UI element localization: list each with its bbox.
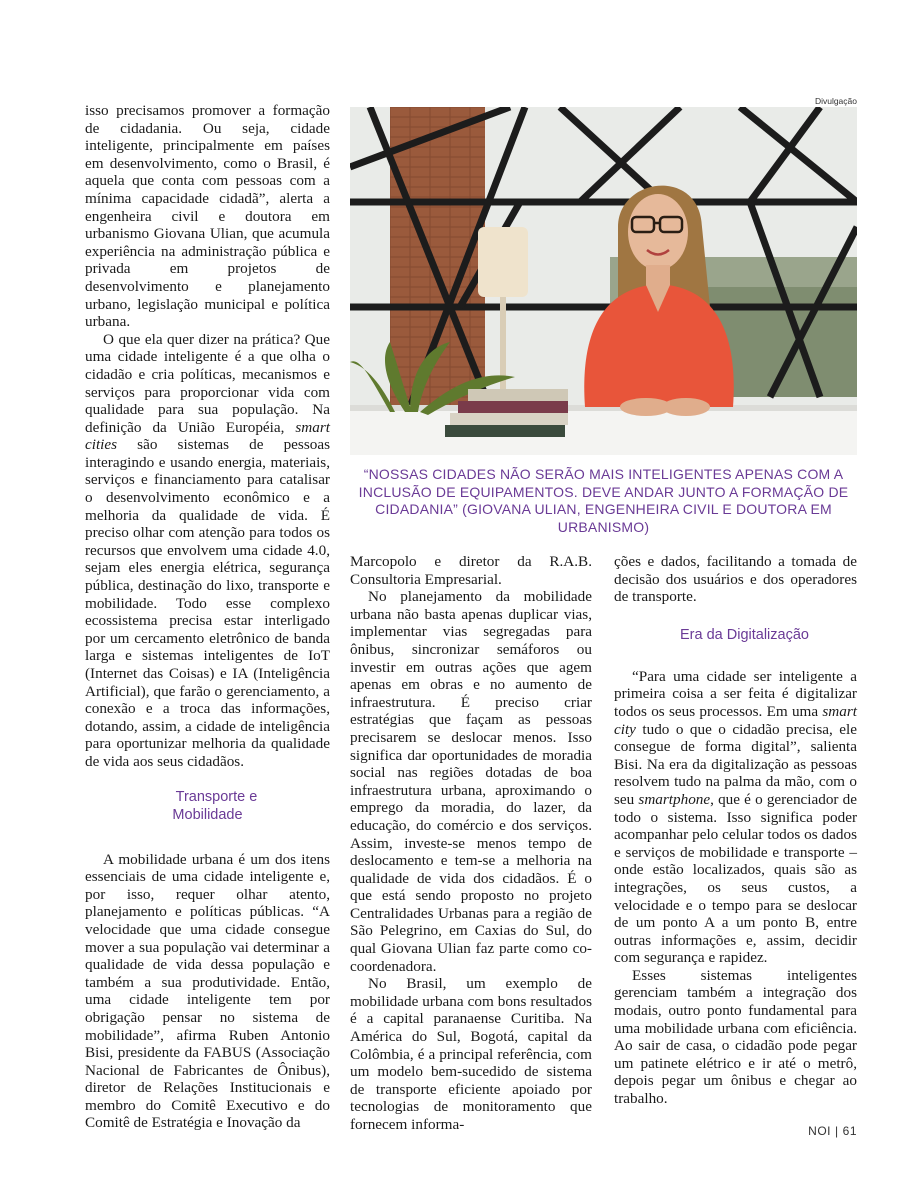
section-heading-transporte: Transporte e Mobilidade [172, 788, 258, 823]
page-number: 61 [842, 1124, 857, 1138]
portrait-illustration [350, 107, 857, 455]
article-column-3 [614, 553, 857, 1108]
photo-caption: “NOSSAS CIDADES NÃO SERÃO MAIS INTELIGENTES APENAS COM A INCLUSÃO DE EQUIPAMENTOS. DEVE ANDAR JUNTO A FORMAÇÃO DE CIDADANIA” (GIOVANA ULIAN, ENGENHEIRA CIVIL E DOUTORA EM URBANISMO) [358, 466, 849, 535]
paragraph: isso precisamos promover a formação de cidadania. Ou seja, cidade inteligente, principalmente em países em desenvolvimento, como o Brasil, é aquela que conta com pessoas com a mínima capacidade cidadã”, alerta a engenheira civil e doutora em urbanismo Giovana Ulian, que acumula experiência na administração pública e privada em projetos de desenvolvimento e planejamento urbano, legislação municipal e política urbana. [85, 102, 330, 331]
paragraph: O que ela quer dizer na prática? Que uma cidade inteligente é a que olha o cidadão e cria políticas, mecanismos e serviços para proporcionar vida com qualidade para sua população. Na definição da União Européia, smart cities são sistemas de pessoas interagindo e usando energia, materiais, serviços e financiamento para catalisar o desenvolvimento econômico e a melhoria da qualidade de vida. É preciso olhar com atenção para todos os recursos que envolvem uma cidade 4.0, sejam eles energia elétrica, segurança pública, destinação do lixo, transporte e mobilidade. Todo esse complexo ecossistema precisa estar interligado por um cercamento eletrônico de banda larga e sistemas inteligentes de IoT (Internet das Coisas) e IA (Inteligência Artificial), que farão o gerenciamento, a conexão e a troca das informações, dotando, assim, a cidade de inteligência para oportunizar melhoria da qualidade de vida aos seus cidadãos. [85, 330, 330, 770]
footer-separator: | [835, 1124, 839, 1138]
paragraph: A mobilidade urbana é um dos itens essenciais de uma cidade inteligente e, por isso, requer olhar atento, planejamento e políticas públicas. “A velocidade que uma cidade consegue mover a sua população vai determinar a qualidade de vida dessa população e também a sua produtividade. Então, uma cidade inteligente tem por obrigação pensar no sistema de mobilidade”, afirma Ruben Antonio Bisi, presidente da FABUS (Associação Nacional de Fabricantes de Ônibus), diretor de Relações Institucionais e membro do Comitê Executivo e do Comitê de Estratégia e Inovação da [85, 850, 330, 1132]
article-column-1 [85, 102, 330, 1132]
paragraph: Marcopolo e diretor da R.A.B. Consultoria Empresarial. [350, 553, 592, 588]
article-column-2 [350, 553, 592, 1134]
section-heading-digitalizacao: Era da Digitalização [680, 626, 809, 643]
paragraph: Esses sistemas inteligentes gerenciam também a integração dos modais, outro ponto fundamental para uma mobilidade urbana com eficiência. Ao sair de casa, o cidadão pode pegar um patinete elétrico e ir até o metrô, depois pegar um ônibus e chegar ao trabalho. [614, 966, 857, 1108]
portrait-photo [350, 107, 857, 455]
paragraph: No Brasil, um exemplo de mobilidade urbana com bons resultados é a capital paranaense Curitiba. Na América do Sul, Bogotá, capital da Colômbia, é a principal referência, com um modelo bem-sucedido de sistema de transporte eficiente apoiado por tecnologias de monitoramento que fornecem informa- [350, 975, 592, 1133]
paragraph: ções e dados, facilitando a tomada de decisão dos usuários e dos operadores de transporte. [614, 553, 857, 606]
paragraph: No planejamento da mobilidade urbana não basta apenas duplicar vias, implementar vias segregadas para ônibus, sincronizar semáforos ou investir em outras ações que agem apenas em obras e no aumento de infraestrutura. É preciso criar estratégias que façam as pessoas precisarem se deslocar menos. Isso significa dar oportunidades de moradia social nas regiões dotadas de boa infraestrutura urbana, aproximando o emprego da moradia, do lazer, da educação, do comércio e dos serviços. Assim, investe-se menos tempo de deslocamento e tem-se a melhoria na qualidade de vida dos cidadãos. É o que está sendo proposto no projeto Centralidades Urbanas para a região de São Pelegrino, em Caxias do Sul, do qual Giovana Ulian faz parte como co-coordenadora. [350, 588, 592, 975]
paragraph: “Para uma cidade ser inteligente a primeira coisa a ser feita é digitalizar todos os seus processos. Em uma smart city tudo o que o cidadão precisa, ele consegue de forma digital”, salienta Bisi. Na era da digitalização as pessoas resolvem tudo na palma da mão, com o seu smartphone, que é o gerenciador de todo o sistema. Isso significa poder acompanhar pelo celular todos os dados e serviços de mobilidade e transporte – onde estão localizados, quais são as integrações, os seus custos, a velocidade e o tempo para se deslocar de um ponto A a um ponto B, entre outras informações e, assim, decidir com segurança e rapidez. [614, 667, 857, 967]
photo-credit: Divulgação [814, 96, 857, 106]
magazine-name: NOI [808, 1124, 832, 1138]
page-footer [808, 1124, 857, 1138]
